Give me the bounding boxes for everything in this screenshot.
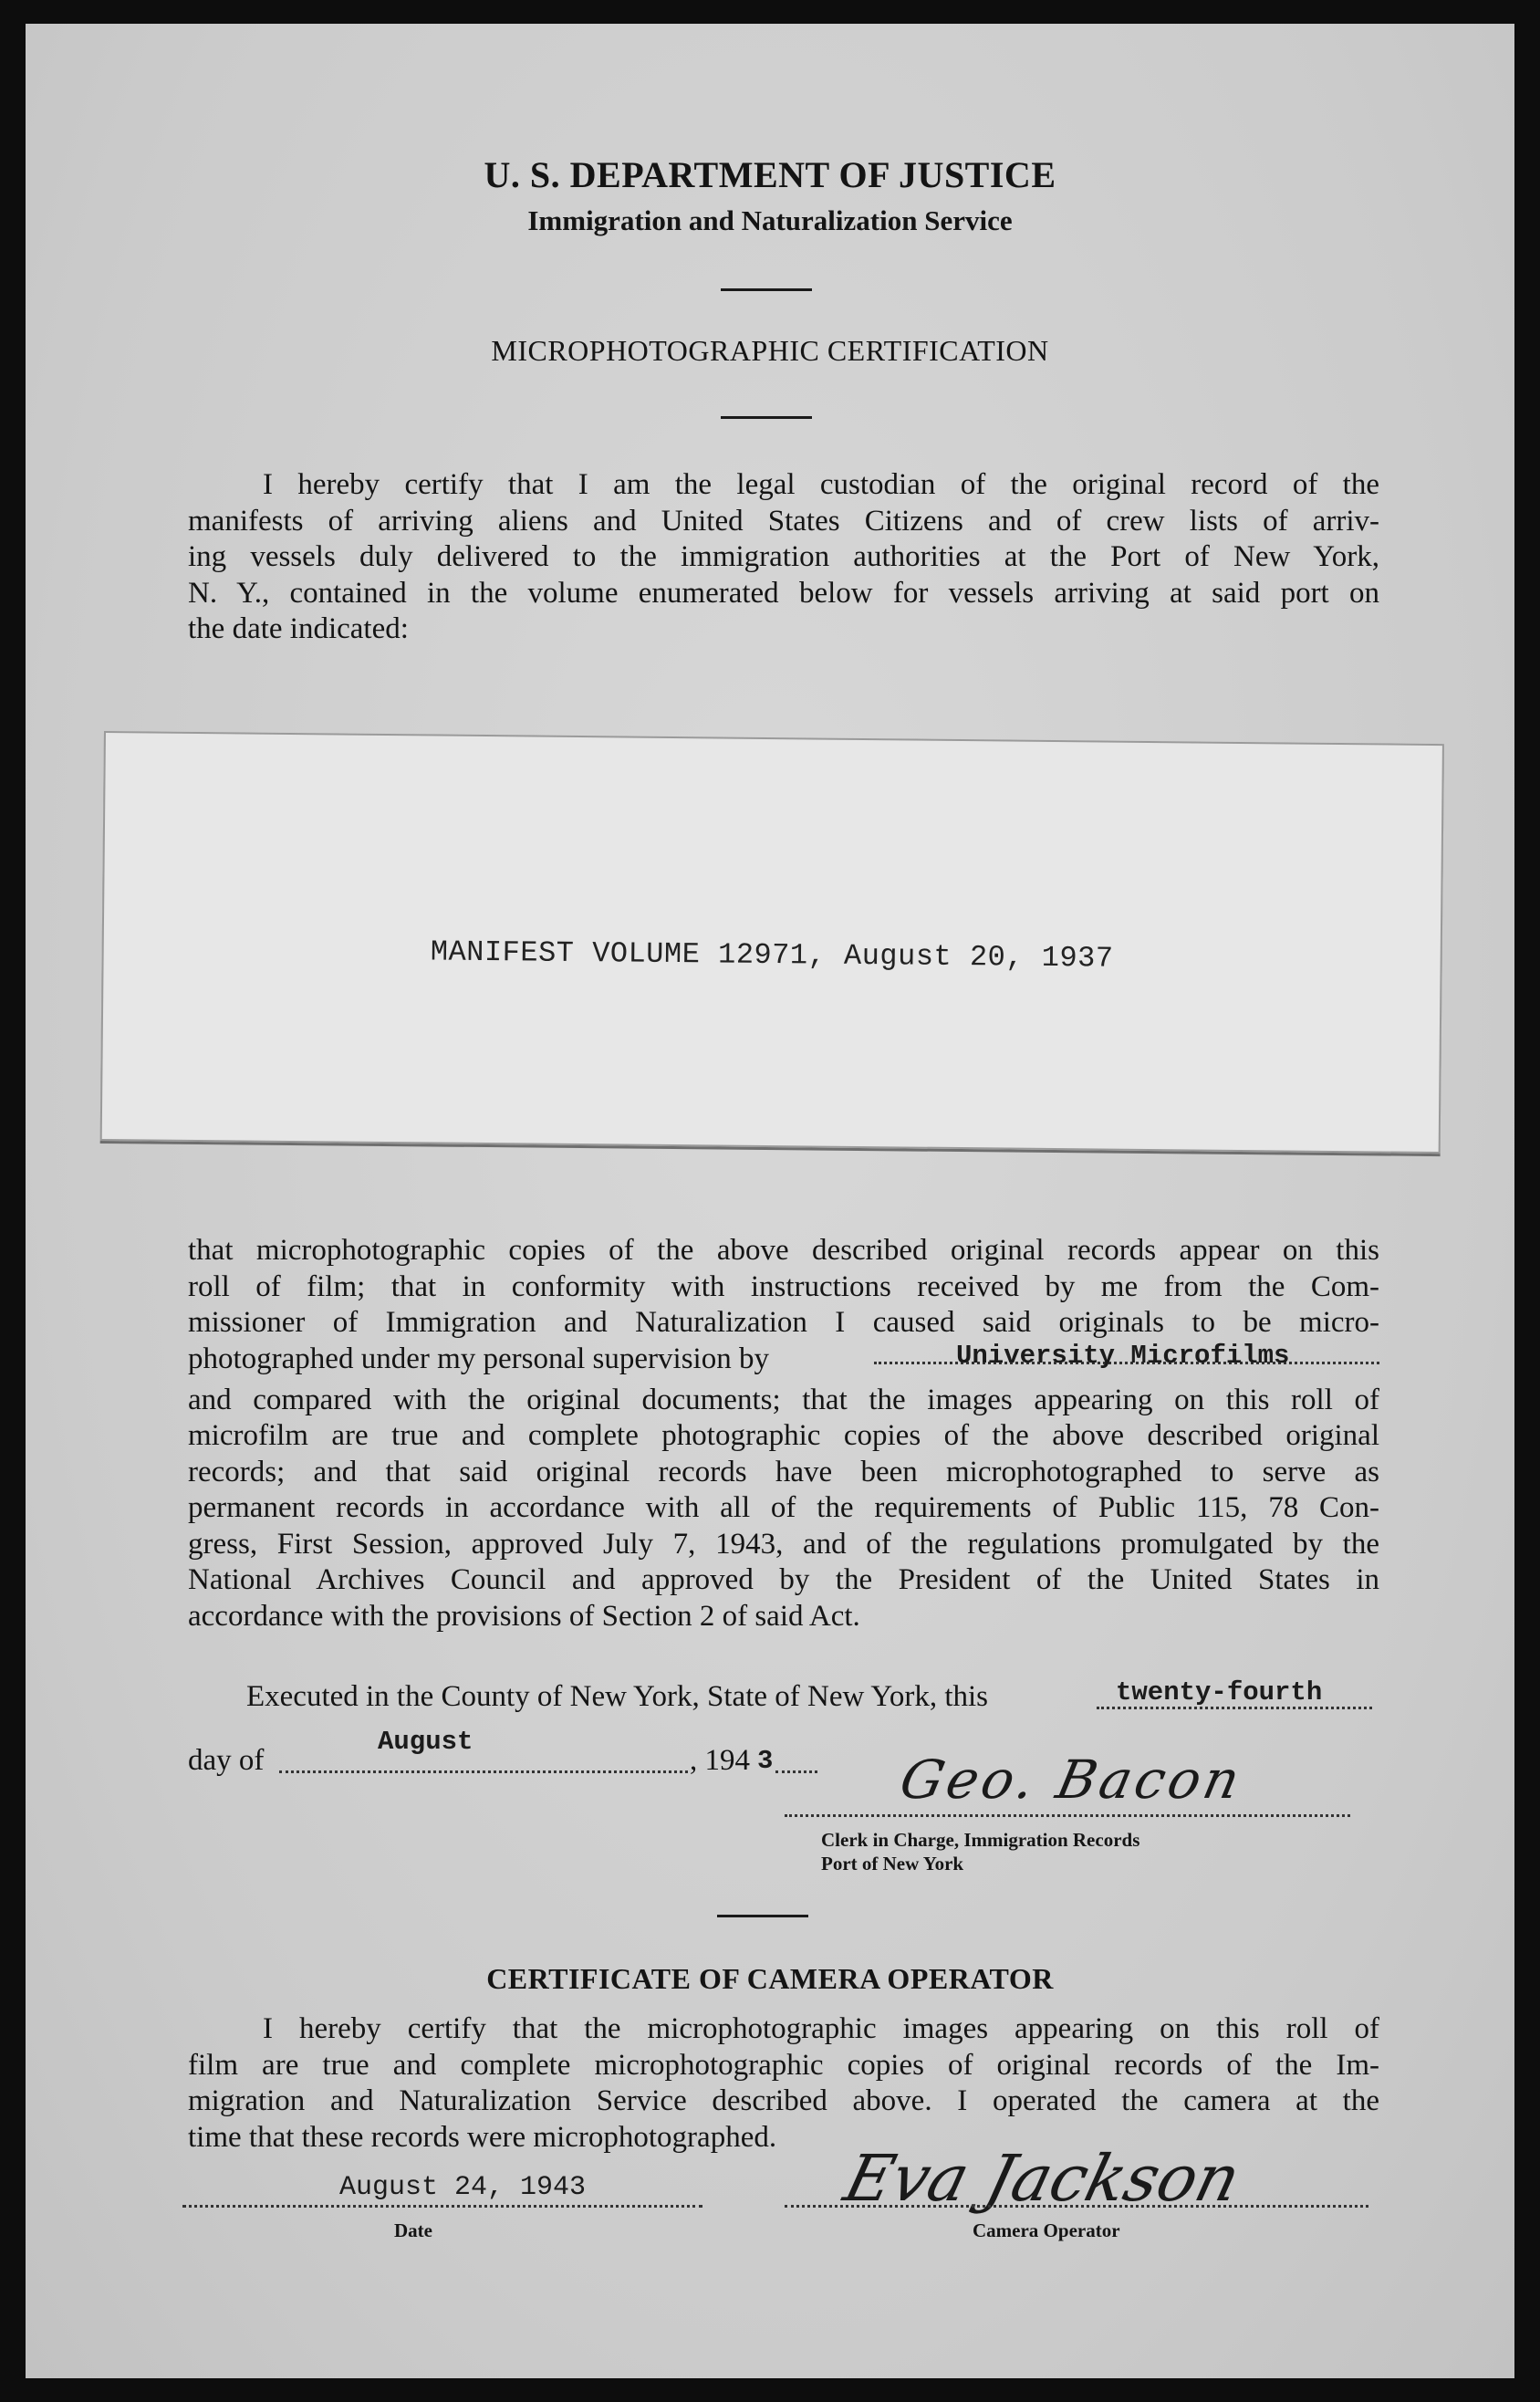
photographed-by-line	[188, 1342, 1379, 1383]
camera-line: I hereby certify that the microphotographic images appearing on this roll of	[263, 2012, 1379, 2045]
executed-day-value: twenty-fourth	[1116, 1677, 1323, 1708]
year-digit: 3	[757, 1746, 774, 1776]
divider-rule-3	[717, 1915, 808, 1917]
body-line: National Archives Council and approved by the President of the United States in	[188, 1563, 1379, 1596]
intro-paragraph	[188, 467, 1379, 648]
intro-line: the date indicated:	[188, 612, 409, 645]
intro-line: ing vessels duly delivered to the immigration authorities at the Port of New York,	[188, 540, 1379, 573]
intro-line: manifests of arriving aliens and United States Citizens and of crew lists of arriv-	[188, 504, 1379, 538]
camera-paragraph	[188, 2011, 1379, 2156]
divider-rule-1	[721, 288, 812, 291]
camera-date-value: August 24, 1943	[339, 2172, 587, 2203]
camera-operator-label: Camera Operator	[973, 2219, 1120, 2241]
clerk-signature: Geo. Bacon	[894, 1749, 1249, 1811]
body-line: permanent records in accordance with all of the requirements of Public 115, 78 Con-	[188, 1491, 1379, 1524]
photographed-by-prefix: photographed under my personal supervision by	[188, 1342, 769, 1375]
camera-operator-signature: Eva Jackson	[837, 2141, 1248, 2216]
intro-line: I hereby certify that I am the legal custodian of the original record of the	[263, 468, 1379, 501]
body-paragraph	[188, 1233, 1379, 1634]
day-of-label: day of	[188, 1744, 265, 1777]
photographed-by-value: University Microfilms	[956, 1340, 1290, 1371]
year-dots	[775, 1770, 817, 1773]
camera-line: time that these records were microphotographed.	[188, 2120, 777, 2154]
manifest-volume: MANIFEST VOLUME 12971, August 20, 1937	[430, 935, 1114, 976]
executed-prefix: Executed in the County of New York, State of New York, this	[246, 1680, 989, 1713]
camera-certificate-title: CERTIFICATE OF CAMERA OPERATOR	[486, 1962, 1054, 1995]
clerk-title-line1: Clerk in Charge, Immigration Records	[821, 1829, 1140, 1851]
camera-date-label: Date	[394, 2219, 432, 2241]
camera-line: migration and Naturalization Service described above. I operated the camera at the	[188, 2084, 1379, 2117]
clerk-signature-line	[785, 1814, 1350, 1817]
certificate-sheet	[26, 24, 1514, 2378]
body-line: microfilm are true and complete photographic copies of the above described original	[188, 1419, 1379, 1452]
body-line: missioner of Immigration and Naturalization I caused said originals to be micro-	[188, 1306, 1379, 1339]
body-line: gress, First Session, approved July 7, 1943, and of the regulations promulgated by the	[188, 1527, 1379, 1561]
month-dots	[279, 1770, 688, 1773]
year-prefix: , 194	[690, 1744, 750, 1777]
body-line: roll of film; that in conformity with instructions received by me from the Com-	[188, 1269, 1379, 1303]
intro-line: N. Y., contained in the volume enumerated below for vessels arriving at said port on	[188, 576, 1379, 610]
service-subheading: Immigration and Naturalization Service	[527, 204, 1013, 236]
body-line: accordance with the provisions of Section 2 of said Act.	[188, 1599, 860, 1633]
month-value: August	[378, 1727, 473, 1757]
body-line: that microphotographic copies of the above described original records appear on this	[188, 1234, 1379, 1267]
clerk-title-line2: Port of New York	[821, 1853, 964, 1875]
camera-date-dots	[182, 2205, 702, 2208]
department-heading: U. S. DEPARTMENT OF JUSTICE	[484, 154, 1056, 195]
body-line: records; and that said original records have been microphotographed to serve as	[188, 1455, 1379, 1488]
camera-line: film are true and complete microphotographic copies of original records of the Im-	[188, 2048, 1379, 2082]
certification-title: MICROPHOTOGRAPHIC CERTIFICATION	[491, 334, 1049, 367]
camera-operator-line	[785, 2205, 1368, 2208]
divider-rule-2	[721, 416, 812, 419]
volume-slip	[100, 731, 1444, 1154]
body-line: and compared with the original documents; that the images appearing on this roll of	[188, 1383, 1379, 1416]
